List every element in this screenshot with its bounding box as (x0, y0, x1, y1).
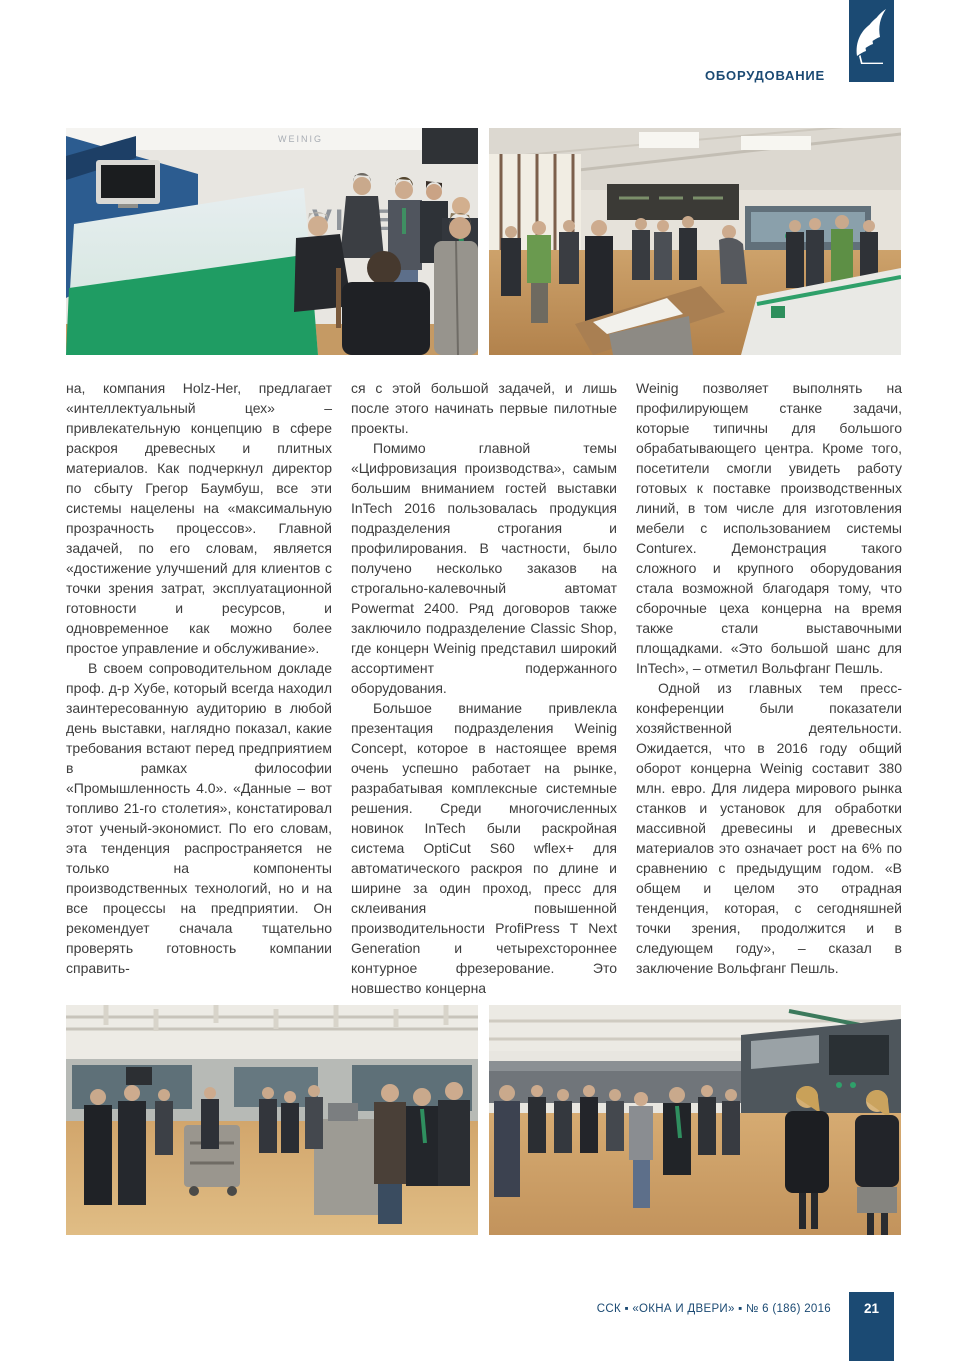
footer-issue-line: ССК ▪ «ОКНА И ДВЕРИ» ▪ № 6 (186) 2016 (596, 1303, 831, 1315)
paragraph: Большое внимание привлекла презентация подразделения Weinig Concept, которое в настоящее время очень успешно работает на рынке, разрабатывая комплексные системные решения. Среди многочисленных новинок InTech были раскройная система OptiCut S60 wflex+ для автоматического раскроя по длине и ширине за один проход, пресс для склеивания повышенной производительности ProfiPress T Next Generation и четырехстороннее контурное фрезерование. Это новшество концерна (351, 700, 617, 996)
paragraph: на, компания Holz-Her, предлагает «интеллектуальный цех» – привлекательную концепцию в сфере раскроя древесных и плитных материалов. Как подчеркнул директор по сбыту Грегор Баумбуш, все эти системы нацелены на «максимальную прозрачность процессов». Главной задачей, по его словам, является «достижение улучшений для клиентов с точки зрения затрат, эксплуатационной готовности и ресурсов, и одновременное как можно более простое управление и обслуживание». (66, 380, 332, 656)
paragraph: Одной из главных тем пресс-конференции были показатели хозяйственной деятельности. Ожидается, что в 2016 году общий оборот концерна Weinig составит 380 млн. евро. Для лидера мирового рынка станков и установок для обработки массивной древесины и древесных материалов это означает рост на 6% по сравнению с предыдущим годом. «В общем и целом это отрадная тенденция, которая, с сегодняшней точки зрения, продолжится и в следующем году», – сказал в заключение Вольфганг Пешль. (636, 680, 902, 976)
photo-assembly-hall-crowd (489, 1005, 901, 1235)
photo-weinig-machine-demo-art (66, 128, 478, 355)
photo-assembly-hall-crowd-art (489, 1005, 901, 1235)
publisher-logo (849, 0, 894, 82)
page-number: 21 (863, 1301, 880, 1316)
article-column-3 (636, 378, 902, 998)
paragraph: Помимо главной темы «Цифровизация производства», самым большим вниманием гостей выставки InTech 2016 пользовалась продукция подразделения строгания и профилирования. В частности, было получено несколько заказов на строгально-калевочный автомат Powermat 2400. Ряд договоров также заключило подразделение Classic Shop, где концерн Weinig представил широкий ассортимент подержанного оборудования. (351, 440, 617, 696)
swoosh-logo-icon (849, 0, 894, 82)
article-body (66, 378, 902, 998)
paragraph: ся с этой большой задачей, и лишь после этого начинать первые пилотные проекты. (351, 380, 617, 436)
page-number-badge (849, 1292, 894, 1361)
article-column-1 (66, 378, 332, 998)
section-label: ОБОРУДОВАНИЕ (705, 68, 825, 83)
article-column-2 (351, 378, 617, 998)
photo-exhibition-hall-art (489, 128, 901, 355)
paragraph: В своем сопроводительном докладе проф. д-р Хубе, который всегда находил заинтересованную аудиторию в любой день выставки, наглядно показал, какие требования встают перед предприятием в рамках философии «Промышленность 4.0». «Данные – вот топливо 21-го столетия», констатировал этот ученый-экономист. По его словам, эта тенденция распространяется не только на компоненты производственных технологий, но и на все процессы на предприятии. Он рекомендует сначала тщательно проверять готовность компании справить- (66, 660, 332, 976)
paragraph: Weinig позволяет выполнять на профилирующем станке задачи, которые типичны для большого обрабатывающего центра. Кроме того, посетители смогли увидеть работу готовых к поставке производственных линий, в том числе для изготовления мебели с использованием системы Conturex. Демонстрация такого сложного и крупного оборудования стала возможной благодаря тому, что сборочные цеха концерна на время также стали выставочными площадками. «Это большой шанс для InTech», – отметил Вольфганг Пешль. (636, 380, 902, 676)
photo-brand-text: WEINIG (278, 134, 323, 144)
photo-showroom-floor (66, 1005, 478, 1235)
photo-exhibition-hall (489, 128, 901, 355)
photo-showroom-floor-art (66, 1005, 478, 1235)
photo-weinig-machine-demo (66, 128, 478, 355)
